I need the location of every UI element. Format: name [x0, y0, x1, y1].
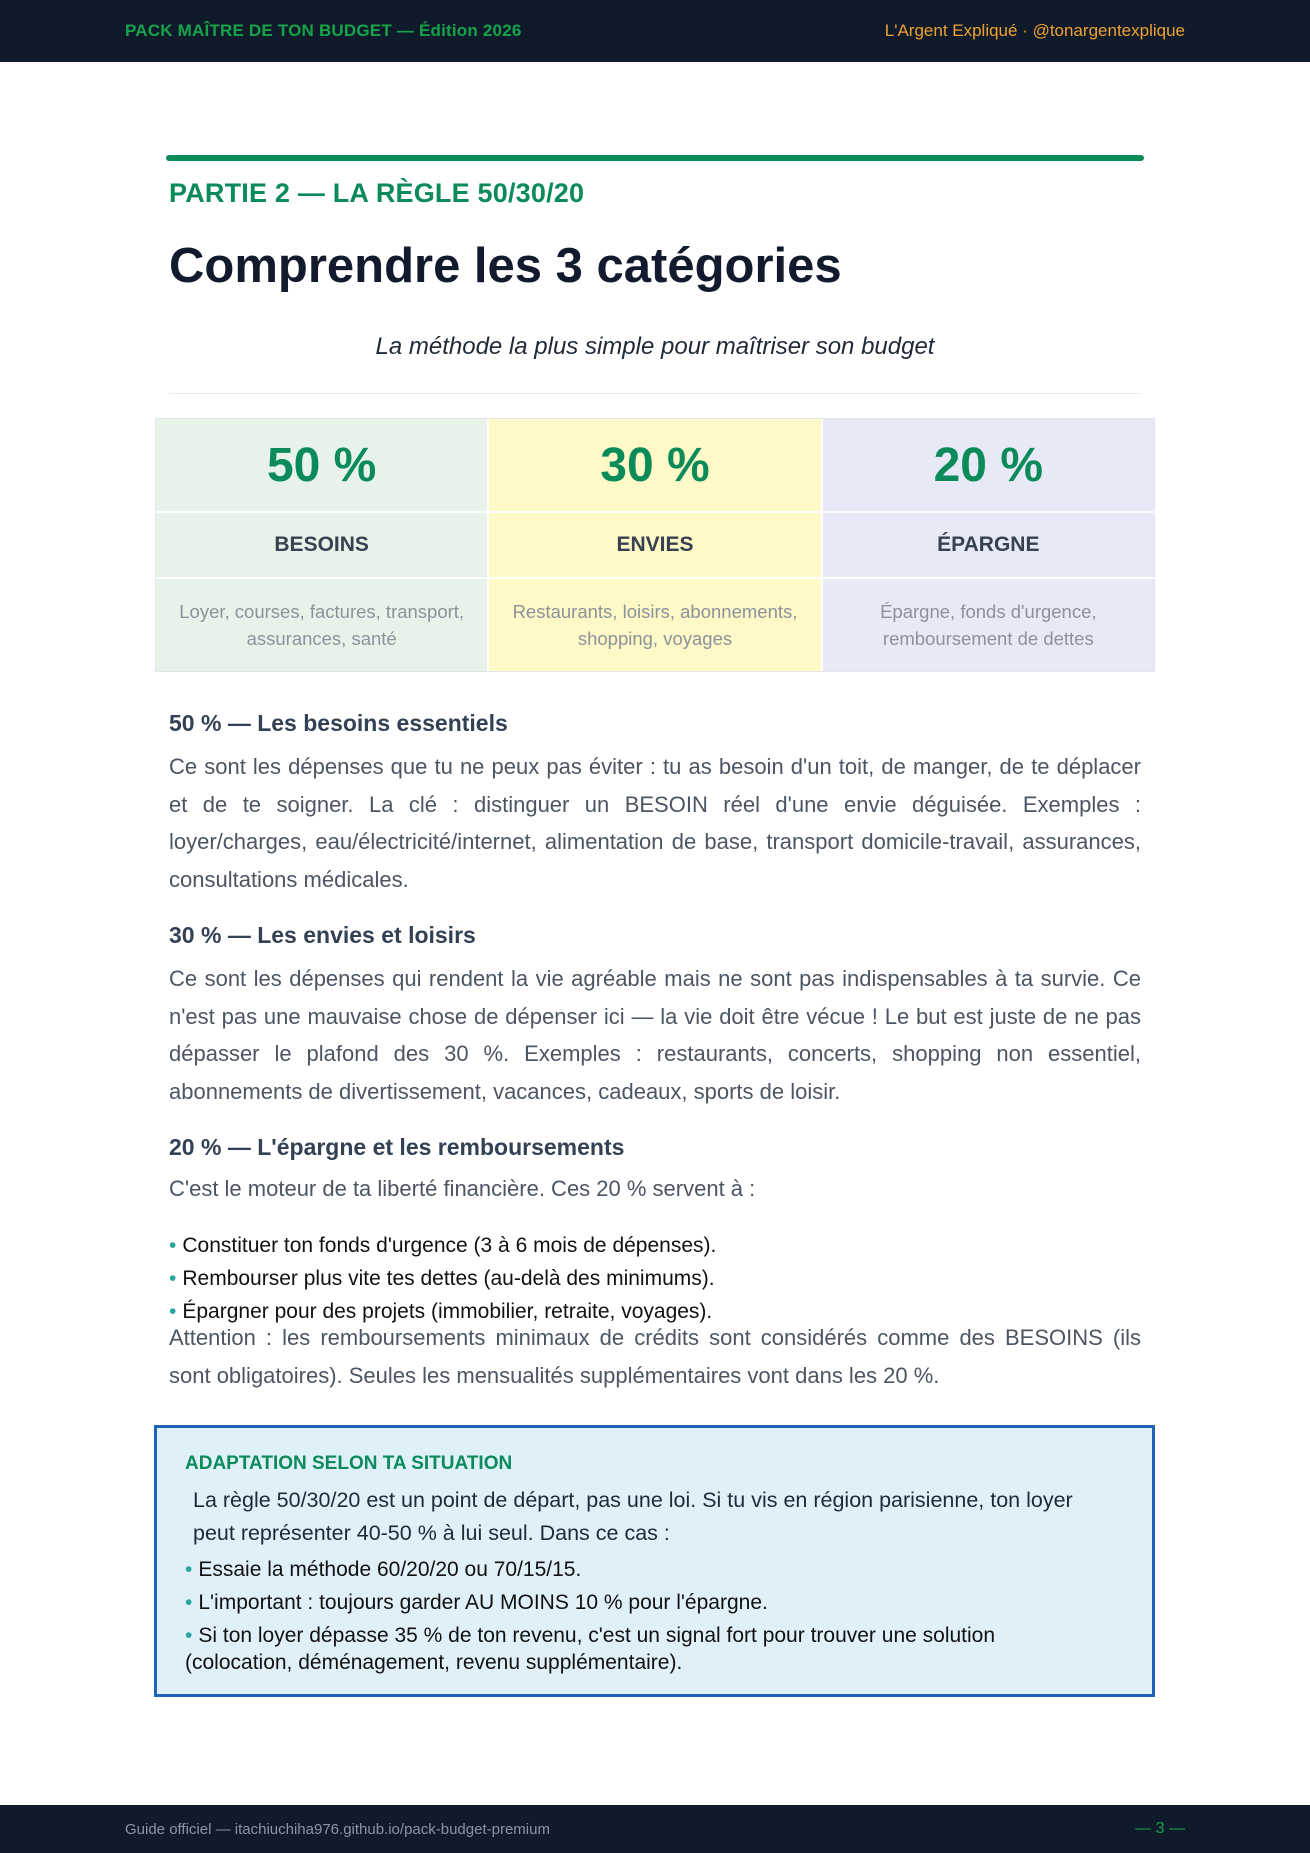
split-column-envies [489, 419, 822, 671]
list-item-text: Essaie la méthode 60/20/20 ou 70/15/15. [198, 1558, 582, 1581]
list-item [185, 1589, 1105, 1616]
list-item-text: Épargner pour des projets (immobilier, retraite, voyages). [182, 1300, 713, 1323]
header-brand: L'Argent Expliqué · @tonargentexplique [884, 21, 1185, 40]
page-title: Comprendre les 3 catégories [169, 239, 842, 293]
footer-source: Guide officiel — itachiuchiha976.github.io/pack-budget-premium [125, 1820, 550, 1838]
bullet-icon: • [169, 1267, 177, 1290]
list-item [185, 1622, 1105, 1676]
epargne-bullet-list [169, 1229, 1141, 1328]
part-title: PARTIE 2 — LA RÈGLE 50/30/20 [169, 178, 585, 208]
section-text-epargne: C'est le moteur de ta liberté financière. Ces 20 % servent à : [169, 1176, 756, 1201]
epargne-note: Attention : les remboursements minimaux de crédits sont considérés comme des BESOINS (ils sont obligatoires). Seules les mensualités supplémentaires vont dans les 20 %. [169, 1325, 1141, 1388]
split-percent: 20 % [823, 419, 1154, 513]
page-subtitle: La méthode la plus simple pour maîtriser son budget [375, 333, 935, 360]
budget-split-table [155, 418, 1155, 672]
section-divider [166, 155, 1144, 161]
section-text-envies: Ce sont les dépenses qui rendent la vie agréable mais ne sont pas indispensables à ta survie. Ce n'est pas une mauvaise chose de dépenser ici — la vie doit être vécue ! Le but est juste de ne pas dépasser le plafond des 30 %. Exemples : restaurants, concerts, shopping non essentiel, abonnements de divertissement, vacances, cadeaux, sports de loisir. [169, 966, 1141, 1104]
bullet-icon: • [185, 1624, 193, 1647]
section-heading-besoins: 50 % — Les besoins essentiels [169, 710, 508, 736]
list-item [169, 1229, 1141, 1262]
callout-title: ADAPTATION SELON TA SITUATION [185, 1453, 513, 1474]
section-text-besoins: Ce sont les dépenses que tu ne peux pas éviter : tu as besoin d'un toit, de manger, de te déplacer et de te soigner. La clé : distinguer un BESOIN réel d'une envie déguisée. Exemples : loyer/charges, eau/électricité/internet, alimentation de base, transport domicile-travail, assurances, consultations médicales. [169, 754, 1141, 892]
split-category: ENVIES [489, 513, 820, 579]
bullet-icon: • [169, 1234, 177, 1257]
list-item [169, 1262, 1141, 1295]
section-heading-envies: 30 % — Les envies et loisirs [169, 922, 476, 948]
callout-text: La règle 50/30/20 est un point de départ, pas une loi. Si tu vis en région parisienne, ton loyer peut représenter 40-50 % à lui seul. Dans ce cas : [193, 1488, 1073, 1545]
list-item-text: L'important : toujours garder AU MOINS 10 % pour l'épargne. [198, 1591, 768, 1614]
callout-bullet-list [185, 1556, 1105, 1682]
list-item [185, 1556, 1105, 1583]
list-item-text: Rembourser plus vite tes dettes (au-delà des minimums). [182, 1267, 715, 1290]
split-percent: 50 % [156, 419, 487, 513]
bullet-icon: • [185, 1558, 193, 1581]
split-percent: 30 % [489, 419, 820, 513]
header-bar [0, 0, 1310, 62]
split-column-epargne [823, 419, 1154, 671]
list-item-text: Si ton loyer dépasse 35 % de ton revenu, c'est un signal fort pour trouver une solution (colocation, déménagement, revenu supplémentaire). [185, 1624, 996, 1674]
split-category: ÉPARGNE [823, 513, 1154, 579]
bullet-icon: • [185, 1591, 193, 1614]
divider [169, 393, 1141, 394]
split-description: Épargne, fonds d'urgence, remboursement de dettes [880, 601, 1097, 649]
split-description: Loyer, courses, factures, transport, assurances, santé [179, 601, 465, 649]
header-title: PACK MAÎTRE DE TON BUDGET — Édition 2026 [125, 21, 522, 40]
callout-box [154, 1425, 1155, 1697]
split-description: Restaurants, loisirs, abonnements, shopping, voyages [512, 601, 798, 649]
split-category: BESOINS [156, 513, 487, 579]
list-item-text: Constituer ton fonds d'urgence (3 à 6 mois de dépenses). [182, 1234, 717, 1257]
page-number: — 3 — [1135, 1820, 1185, 1837]
footer-bar [0, 1805, 1310, 1853]
split-column-besoins [156, 419, 489, 671]
section-heading-epargne: 20 % — L'épargne et les remboursements [169, 1134, 625, 1160]
bullet-icon: • [169, 1300, 177, 1323]
